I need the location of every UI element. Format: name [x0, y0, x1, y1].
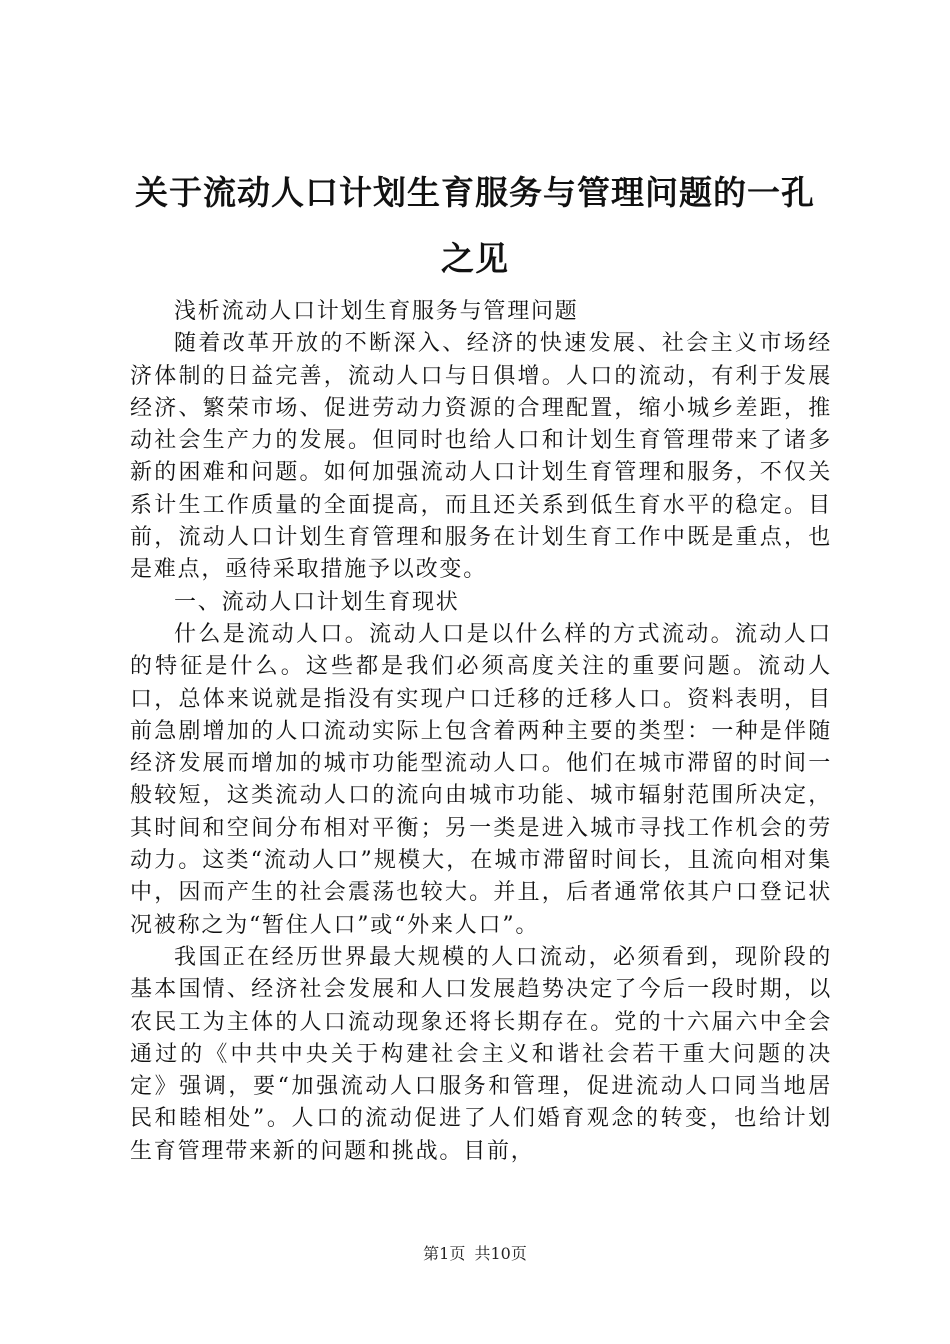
subtitle-paragraph: 浅析流动人口计划生育服务与管理问题: [174, 299, 579, 324]
page-footer: [0, 1244, 950, 1264]
section-heading: 一、流动人口计划生育现状: [174, 589, 460, 615]
page-total: 共10页: [474, 1244, 527, 1263]
body-paragraph: 什么是流动人口。流动人口是以什么样的方式流动。流动人口的特征是什么。这些都是我们必须高度关注的重要问题。流动人口，总体来说就是指没有实现户口迁移的迁移人口。资料表明，目前急剧增加的人口流动实际上包含着两种主要的类型：一种是伴随经济发展而增加的城市功能型流动人口。他们在城市滞留的时间一般较短，这类流动人口的流向由城市功能、城市辐射范围所决定，其时间和空间分布相对平衡；另一类是进入城市寻找工作机会的劳动力。这类“流动人口”规模大，在城市滞留时间长，且流向相对集中，因而产生的社会震荡也较大。并且，后者通常依其户口登记状况被称之为“暂住人口”或“外来人口”。: [130, 621, 832, 938]
document-body: [130, 296, 832, 1168]
document-title: 关于流动人口计划生育服务与管理问题的一孔之见: [135, 173, 815, 278]
intro-paragraph: 随着改革开放的不断深入、经济的快速发展、社会主义市场经济体制的日益完善，流动人口与日俱增。人口的流动，有利于发展经济、繁荣市场、促进劳动力资源的合理配置，缩小城乡差距，推动社会生产力的发展。但同时也给人口和计划生育管理带来了诸多新的困难和问题。如何加强流动人口计划生育管理和服务，不仅关系计生工作质量的全面提高，而且还关系到低生育水平的稳定。目前，流动人口计划生育管理和服务在计划生育工作中既是重点，也是难点，亟待采取措施予以改变。: [130, 331, 832, 583]
body-paragraph: 我国正在经历世界最大规模的人口流动，必须看到，现阶段的基本国情、经济社会发展和人口发展趋势决定了今后一段时期，以农民工为主体的人口流动现象还将长期存在。党的十六届六中全会通过的《中共中央关于构建社会主义和谐社会若干重大问题的决定》强调，要“加强流动人口服务和管理，促进流动人口同当地居民和睦相处”。人口的流动促进了人们婚育观念的转变，也给计划生育管理带来新的问题和挑战。目前，: [130, 944, 832, 1164]
page-number: 第1页: [423, 1244, 466, 1263]
